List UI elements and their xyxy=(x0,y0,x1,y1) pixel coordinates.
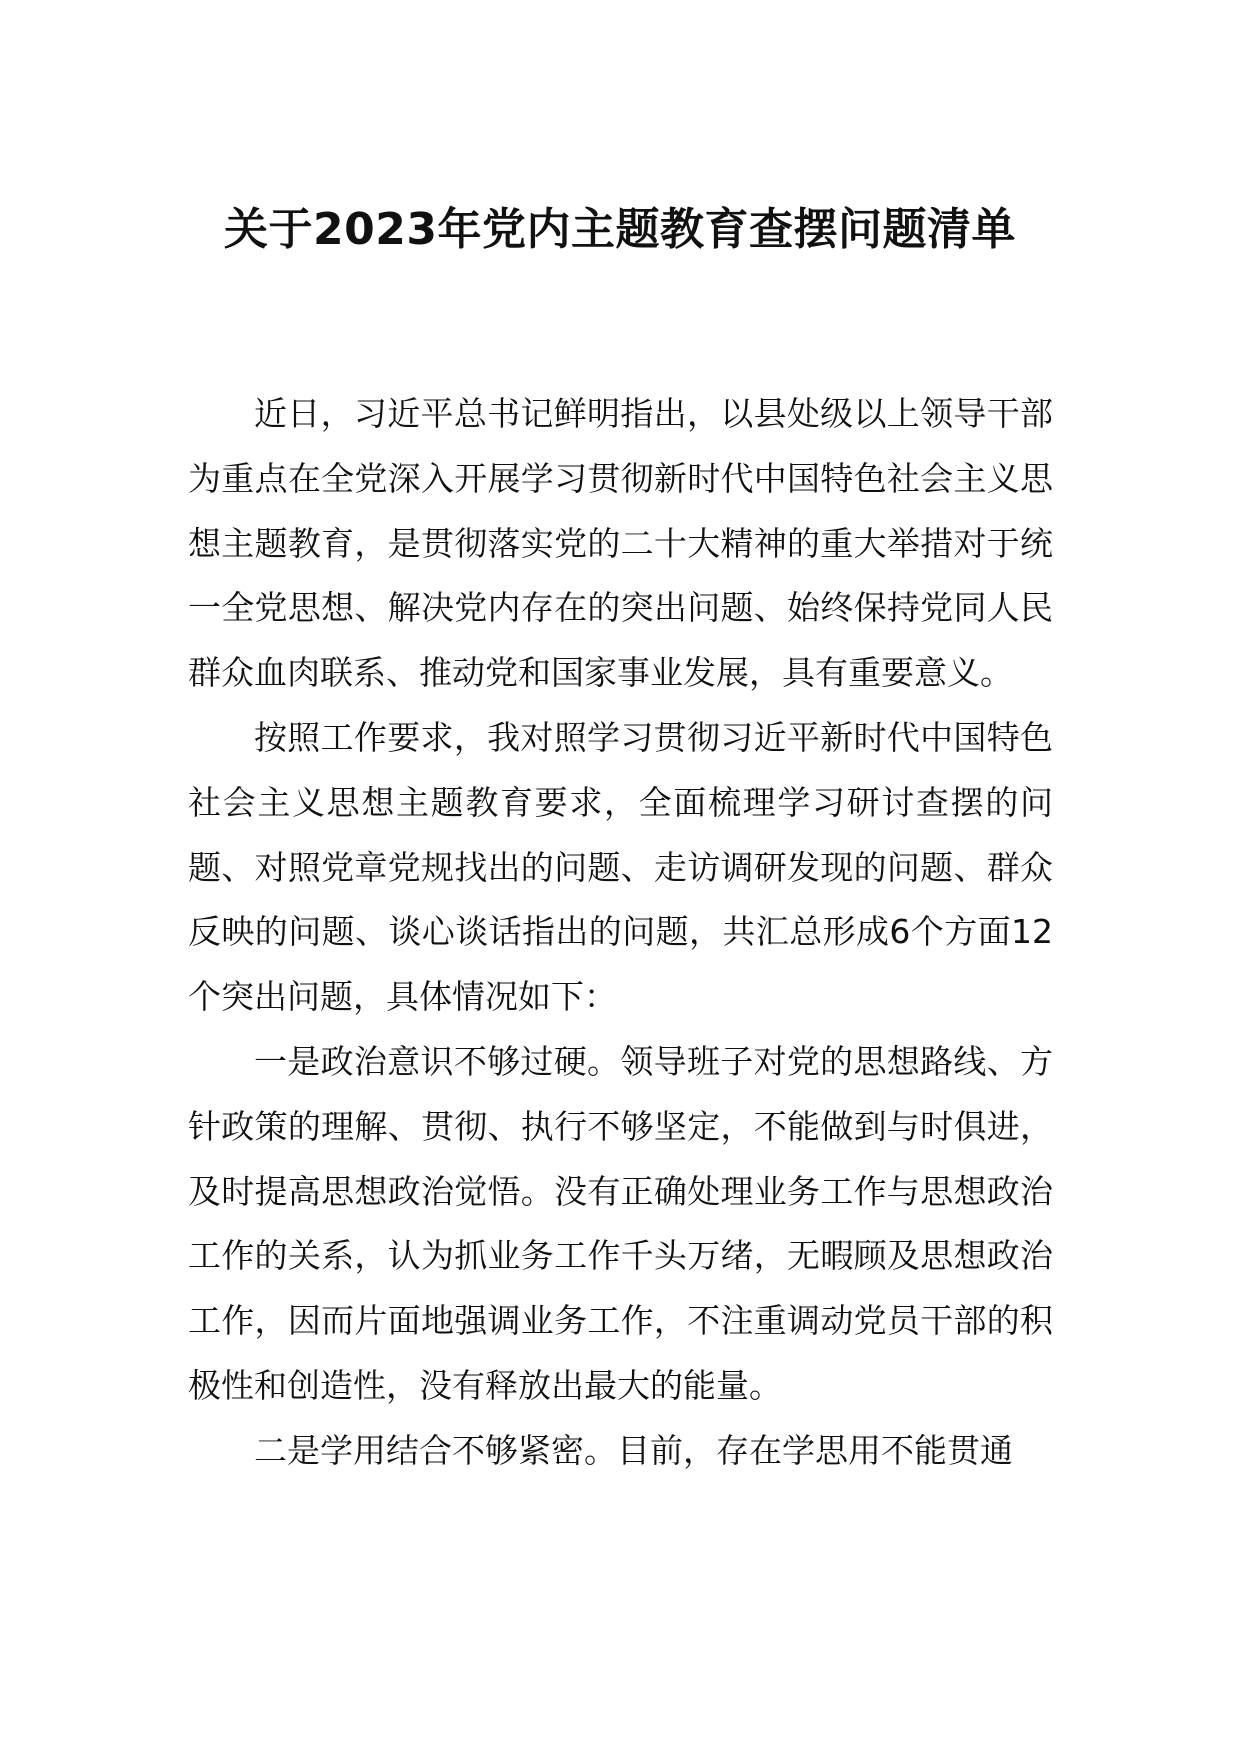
paragraph-intro: 近日，习近平总书记鲜明指出，以县处级以上领导干部为重点在全党深入开展学习贯彻新时代中国特色社会主义思想主题教育，是贯彻落实党的二十大精神的重大举措对于统一全党思想、解决党内存在的突出问题、始终保持党同人民群众血肉联系、推动党和国家事业发展，具有重要意义。 xyxy=(188,394,1053,693)
document-title: 关于2023年党内主题教育查摆问题清单 xyxy=(224,204,1016,255)
paragraph-issue-two: 二是学用结合不够紧密。目前，存在学思用不能贯通 xyxy=(254,1430,1013,1470)
paragraph-issue-one: 一是政治意识不够过硬。领导班子对党的思想路线、方针政策的理解、贯彻、执行不够坚定，不能做到与时俱进，及时提高思想政治觉悟。没有正确处理业务工作与思想政治工作的关系，认为抓业务工作千头万绪，无暇顾及思想政治工作，因而片面地强调业务工作，不注重调动党员干部的积极性和创造性，没有释放出最大的能量。 xyxy=(188,1041,1053,1405)
document-body xyxy=(188,382,1053,1484)
paragraph-requirements: 按照工作要求，我对照学习贯彻习近平新时代中国特色社会主义思想主题教育要求，全面梳理学习研讨查摆的问题、对照党章党规找出的问题、走访调研发现的问题、群众反映的问题、谈心谈话指出的问题，共汇总形成6个方面12个突出问题，具体情况如下： xyxy=(188,717,1053,1017)
